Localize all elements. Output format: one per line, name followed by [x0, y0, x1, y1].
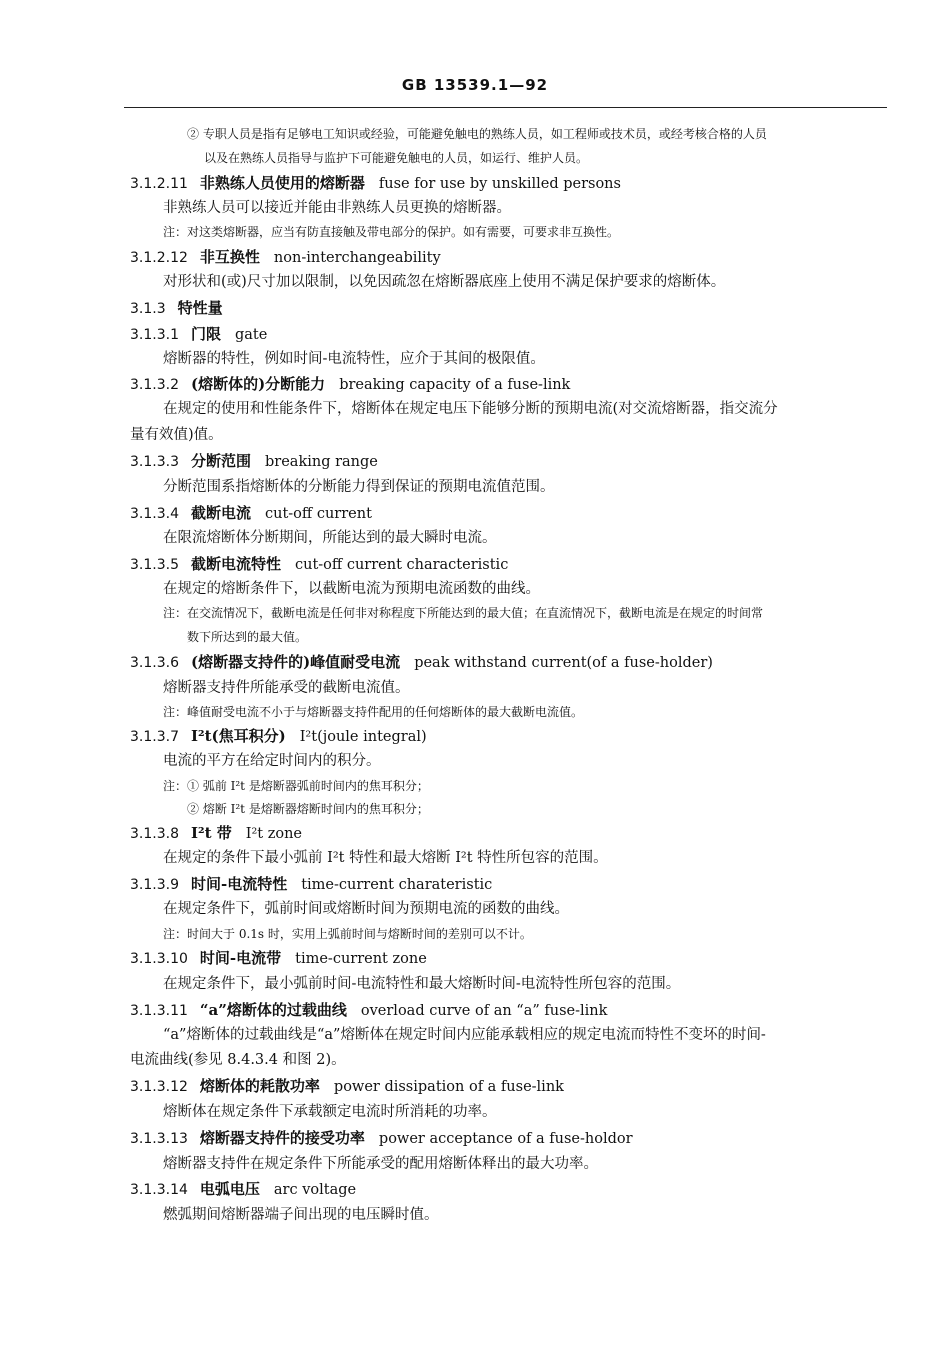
section-heading: 3.1.3.13 熔断器支持件的接受功率 power acceptance of a fuse-holdor	[130, 1129, 633, 1147]
section-heading: 3.1.3.2 (熔断体的)分断能力 breaking capacity of a fuse-link	[130, 375, 571, 393]
section-heading: 3.1.3.5 截断电流特性 cut-off current characteristic	[130, 555, 509, 573]
definition-text: 在规定条件下，最小弧前时间-电流特性和最大熔断时间-电流特性所包容的范围。	[163, 976, 681, 992]
section-heading: 3.1.3.9 时间-电流特性 time-current charateristic	[130, 875, 493, 893]
note-text: 数下所达到的最大值。	[187, 630, 308, 644]
definition-text: 分断范围系指熔断体的分断能力得到保证的预期电流值范围。	[163, 479, 555, 495]
definition-text: 电流曲线(参见 8.4.3.4 和图 2)。	[130, 1052, 346, 1068]
note-text: 注：对这类熔断器，应当有防直接触及带电部分的保护。如有需要，可要求非互换性。	[163, 225, 620, 239]
standard-header: GB 13539.1—92	[401, 76, 549, 94]
section-heading: 3.1.3.3 分断范围 breaking range	[130, 452, 378, 470]
definition-text: 对形状和(或)尺寸加以限制，以免因疏忽在熔断器底座上使用不满足保护要求的熔断体。	[163, 274, 726, 290]
section-heading: 3.1.3.11 “a”熔断体的过载曲线 overload curve of an “a” fuse-link	[130, 1001, 608, 1019]
definition-text: 熔断器的特性，例如时间-电流特性，应介于其间的极限值。	[163, 351, 545, 367]
definition-text: 在限流熔断体分断期间，所能达到的最大瞬时电流。	[163, 530, 497, 546]
definition-text: 燃弧期间熔断器端子间出现的电压瞬时值。	[163, 1207, 439, 1223]
definition-text: 熔断体在规定条件下承载额定电流时所消耗的功率。	[163, 1104, 497, 1120]
definition-text: 电流的平方在给定时间内的积分。	[163, 753, 381, 769]
note-text: ② 专职人员是指有足够电工知识或经验，可能避免触电的熟练人员，如工程师或技术员，或经考核合格的人员	[187, 127, 767, 141]
definition-text: 非熟练人员可以接近并能由非熟练人员更换的熔断器。	[163, 200, 511, 216]
definition-text: 在规定的使用和性能条件下，熔断体在规定电压下能够分断的预期电流(对交流熔断器，指交流分	[163, 401, 778, 417]
section-heading: 3.1.3.6 (熔断器支持件的)峰值耐受电流 peak withstand current(of a fuse-holder)	[130, 653, 713, 671]
definition-text: 熔断器支持件在规定条件下所能承受的配用熔断体释出的最大功率。	[163, 1156, 598, 1172]
definition-text: 在规定的熔断条件下，以截断电流为预期电流函数的曲线。	[163, 581, 540, 597]
note-text: ② 熔断 I²t 是熔断器熔断时间内的焦耳积分；	[187, 802, 429, 816]
section-heading: 3.1.3.7 I²t(焦耳积分) I²t(joule integral)	[130, 727, 427, 745]
note-text: 注：在交流情况下，截断电流是任何非对称程度下所能达到的最大值；在直流情况下，截断电流是在规定的时间常	[163, 606, 764, 620]
definition-text: 在规定条件下，弧前时间或熔断时间为预期电流的函数的曲线。	[163, 901, 569, 917]
section-heading: 3.1.3 特性量	[130, 299, 223, 317]
note-text: 以及在熟练人员指导与监护下可能避免触电的人员，如运行、维护人员。	[204, 151, 589, 165]
note-text: 注：峰值耐受电流不小于与熔断器支持件配用的任何熔断体的最大截断电流值。	[163, 705, 584, 719]
section-heading: 3.1.3.10 时间-电流带 time-current zone	[130, 949, 427, 967]
section-heading: 3.1.2.12 非互换性 non-interchangeability	[130, 248, 441, 266]
section-heading: 3.1.3.14 电弧电压 arc voltage	[130, 1180, 357, 1198]
note-text: 注：① 弧前 I²t 是熔断器弧前时间内的焦耳积分；	[163, 779, 429, 793]
note-text: 注：时间大于 0.1s 时，实用上弧前时间与熔断时间的差别可以不计。	[163, 927, 532, 941]
section-heading: 3.1.2.11 非熟练人员使用的熔断器 fuse for use by unskilled persons	[130, 174, 621, 192]
section-heading: 3.1.3.12 熔断体的耗散功率 power dissipation of a fuse-link	[130, 1077, 564, 1095]
section-heading: 3.1.3.1 门限 gate	[130, 325, 268, 343]
section-heading: 3.1.3.4 截断电流 cut-off current	[130, 504, 372, 522]
definition-text: 量有效值)值。	[130, 427, 223, 443]
definition-text: 熔断器支持件所能承受的截断电流值。	[163, 680, 410, 696]
definition-text: 在规定的条件下最小弧前 I²t 特性和最大熔断 I²t 特性所包容的范围。	[163, 850, 608, 866]
section-heading: 3.1.3.8 I²t 带 I²t zone	[130, 824, 302, 842]
header-rule	[124, 107, 887, 108]
definition-text: “a”熔断体的过载曲线是“a”熔断体在规定时间内应能承载相应的规定电流而特性不变坏的时间-	[163, 1027, 766, 1043]
